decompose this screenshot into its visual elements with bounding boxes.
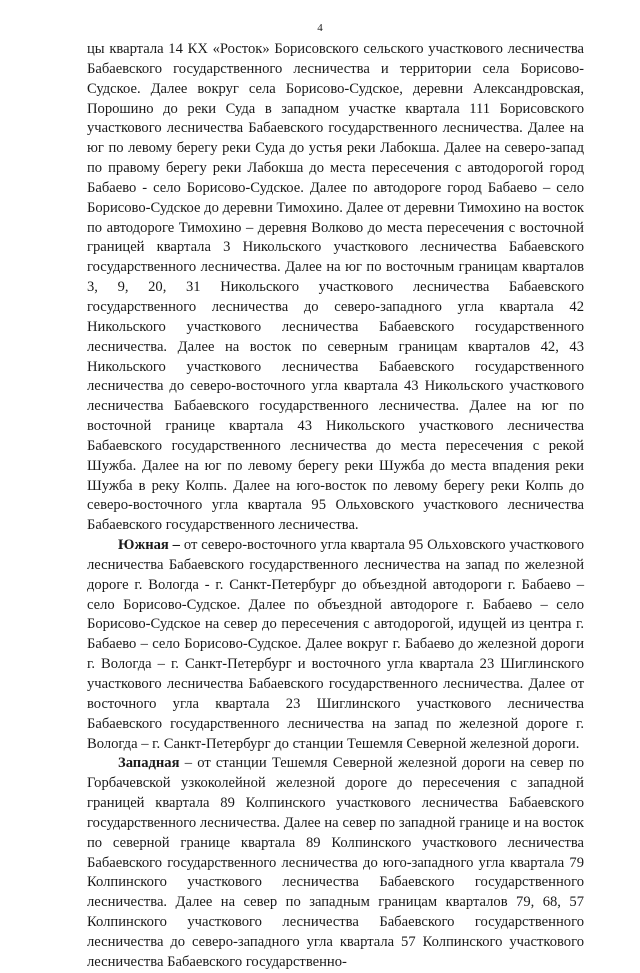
paragraph-text: – от станции Тешемля Северной железной дороги на север по Горбачевской узкоколейной железной дороге до пересечения с западной границей квартала 89 Колпинского участкового лесничества Бабаевского государственного лесничества. Далее на север по западной границе и на восток по северной границе квартала 89 Колпинского участкового лесничества Бабаевского государственного лесничества до юго-западного угла квартала 79 Колпинского участкового лесничества Бабаевского государственного лесничества. Далее на север по западным границам кварталов 79, 68, 57 Колпинского участкового лесничества Бабаевского государственного лесничества до северо-западного угла квартала 57 Колпинского участкового лесничества Бабаевского государственно-	[87, 755, 584, 970]
paragraph-west	[87, 754, 584, 972]
paragraph-south	[87, 536, 584, 754]
paragraph-lead-south: Южная –	[118, 537, 180, 554]
paragraph-text: цы квартала 14 КХ «Росток» Борисовского сельского участкового лесничества Бабаевского государственного лесничества и территории села Борисово-Судское. Далее вокруг села Борисово-Судское, деревни Александровская, Порошино до реки Суда в западном участке квартала 111 Борисовского участкового лесничества Бабаевского государственного лесничества. Далее на юг по левому берегу реки Суда до устья реки Лабокша. Далее на северо-запад по правому берегу реки Лабокша до места пересечения с автодорогой город Бабаево - село Борисово-Судское. Далее по автодороге город Бабаево – село Борисово-Судское до деревни Тимохино. Далее от деревни Тимохино на восток по автодороге Тимохино – деревня Волково до места пересечения с восточной границей квартала 3 Никольского участкового лесничества Бабаевского государственного лесничества. Далее на юг по восточным границам кварталов 3, 9, 20, 31 Никольского участкового лесничества Бабаевского государственного лесничества до северо-западного угла квартала 42 Никольского участкового лесничества Бабаевского государственного лесничества. Далее на восток по северным границам кварталов 42, 43 Никольского участкового лесничества Бабаевского государственного лесничества до северо-восточного угла квартала 43 Никольского участкового лесничества Бабаевского государственного лесничества. Далее на юг по восточной границе квартала 43 Никольского участкового лесничества Бабаевского государственного лесничества до места пересечения с рекой Шужба. Далее на юг по левому берегу реки Шужба до места впадения реки Шужба в реку Колпь. Далее на юго-восток по левому берегу реки Колпь до северо-восточного угла квартала 95 Ольховского участкового лесничества Бабаевского государственного лесничества.	[87, 41, 584, 534]
paragraph-text: от северо-восточного угла квартала 95 Ольховского участкового лесничества Бабаевского государственного лесничества на запад по железной дороге г. Вологда - г. Санкт-Петербург до объездной автодороги г. Бабаево – село Борисово-Судское. Далее по объездной автодороге г. Бабаево – село Борисово-Судское на север до пересечения с автодорогой, идущей из центра г. Бабаево – село Борисово-Судское. Далее вокруг г. Бабаево до железной дороги г. Вологда – г. Санкт-Петербург и восточного угла квартала 23 Шиглинского участкового лесничества Бабаевского государственного лесничества. Далее от восточного угла квартала 23 Шиглинского участкового лесничества Бабаевского государственного лесничества на запад по железной дороге г. Вологда – г. Санкт-Петербург до станции Тешемля Северной железной дороги.	[87, 537, 584, 752]
paragraph-north-continuation	[87, 40, 584, 536]
paragraph-lead-west: Западная	[118, 755, 180, 772]
page-number: 4	[317, 22, 323, 34]
document-body	[87, 40, 584, 973]
